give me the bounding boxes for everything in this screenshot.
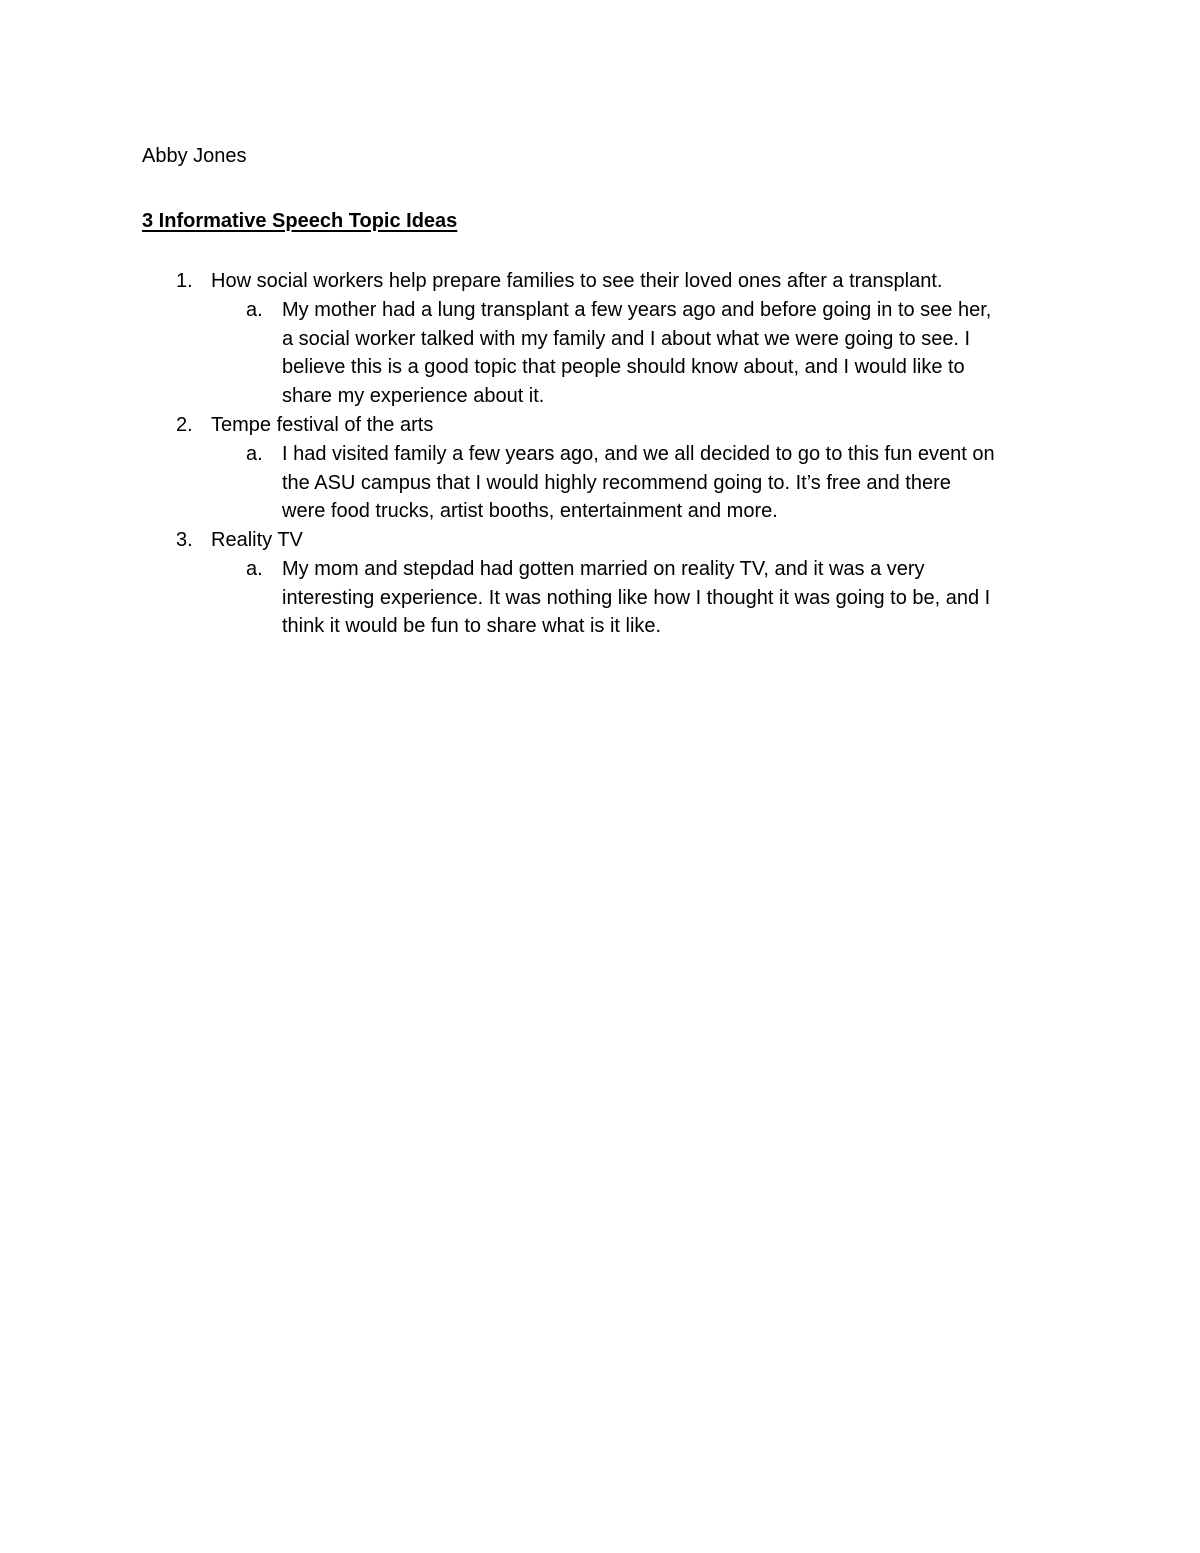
- topic-number: 3.: [176, 528, 193, 551]
- detail-letter: a.: [246, 557, 263, 580]
- detail-text: [282, 296, 1072, 411]
- topic-item: [142, 267, 1072, 411]
- detail-line: were food trucks, artist booths, entertainment and more.: [282, 500, 778, 523]
- document-title: 3 Informative Speech Topic Ideas: [142, 210, 458, 232]
- detail-line: I had visited family a few years ago, and we all decided to go to this fun event on: [282, 442, 995, 465]
- detail-line: think it would be fun to share what is it like.: [282, 615, 662, 638]
- detail-line: My mother had a lung transplant a few years ago and before going in to see her,: [282, 299, 992, 321]
- detail-line: share my experience about it.: [282, 385, 545, 408]
- detail-line: a social worker talked with my family and I about what we were going to see. I: [282, 327, 971, 350]
- detail-line: the ASU campus that I would highly recommend going to. It’s free and there: [282, 471, 951, 494]
- topic-detail: [142, 296, 1072, 411]
- topic-title: How social workers help prepare families to see their loved ones after a transplant.: [211, 270, 943, 292]
- topic-item: [142, 411, 1072, 526]
- topic-detail: [142, 555, 1072, 641]
- detail-line: My mom and stepdad had gotten married on reality TV, and it was a very: [282, 557, 925, 580]
- detail-text: [282, 440, 1072, 526]
- topic-title: Reality TV: [211, 528, 303, 551]
- detail-letter: a.: [246, 442, 263, 465]
- topic-title: Tempe festival of the arts: [211, 413, 434, 436]
- detail-letter: a.: [246, 299, 263, 321]
- author-name: Abby Jones: [142, 145, 247, 167]
- detail-text: [282, 555, 1072, 641]
- topic-item: [142, 526, 1072, 641]
- topic-heading-row: [142, 267, 1072, 296]
- topic-number: 1.: [176, 270, 193, 292]
- detail-line: believe this is a good topic that people should know about, and I would like to: [282, 356, 965, 379]
- topic-number: 2.: [176, 413, 193, 436]
- topic-list: [142, 267, 1072, 641]
- topic-heading-row: [142, 526, 1072, 555]
- topic-heading-row: [142, 411, 1072, 440]
- detail-line: interesting experience. It was nothing like how I thought it was going to be, and I: [282, 586, 991, 609]
- topic-detail: [142, 440, 1072, 526]
